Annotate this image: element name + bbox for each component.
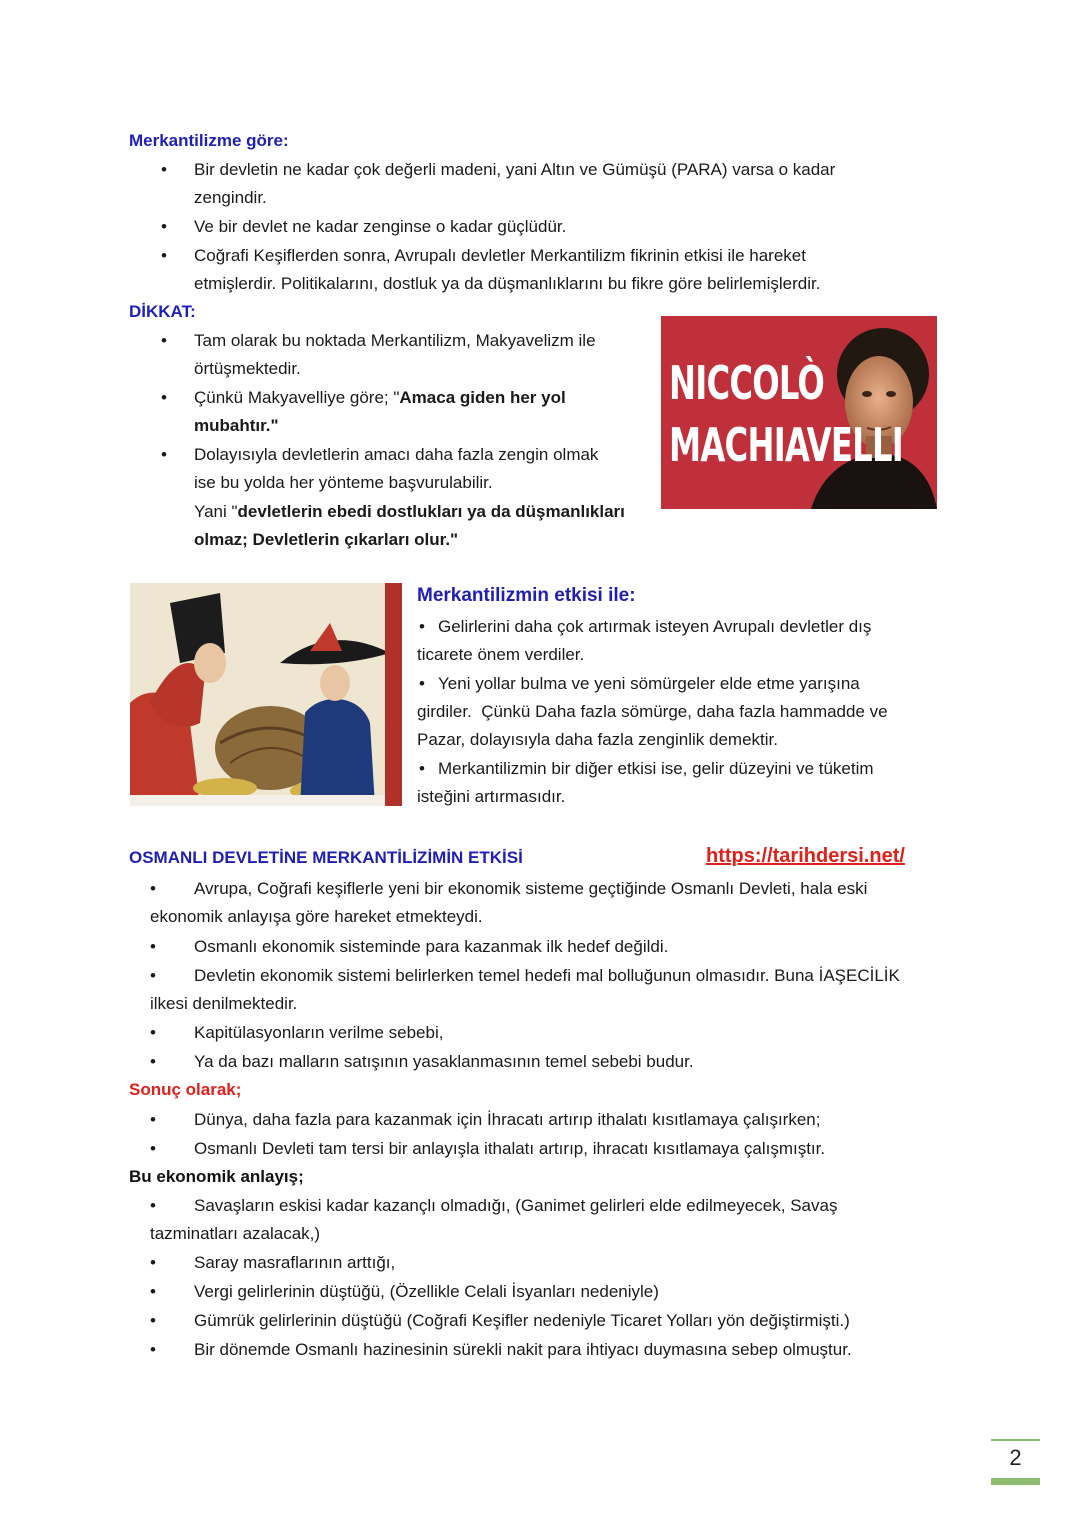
text-line: Bir devletin ne kadar çok değerli madeni, yani Altın ve Gümüşü (PARA) varsa o kadar bbox=[194, 160, 836, 179]
bullet: • bbox=[150, 879, 156, 898]
text-line: Ve bir devlet ne kadar zenginse o kadar güçlüdür. bbox=[194, 217, 567, 236]
text-run: Yani " bbox=[194, 502, 238, 521]
text-line: Devletin ekonomik sistemi belirlerken temel hedefi mal bolluğunun olmasıdır. Buna İAŞECİLİK bbox=[194, 966, 900, 985]
text-line: Tam olarak bu noktada Merkantilizm, Makyavelizm ile bbox=[194, 331, 596, 350]
text-line: isteğini artırmasıdır. bbox=[417, 787, 566, 806]
banner-title-line1: NICCOLÒ bbox=[669, 356, 825, 410]
bullet: • bbox=[161, 160, 167, 179]
banner-title-line2: MACHIAVELLI bbox=[669, 418, 903, 472]
text-line: etmişlerdir. Politikalarını, dostluk ya da düşmanlıklarını bu fikre göre belirlemişlerdir. bbox=[194, 274, 821, 293]
text-line: Osmanlı Devleti tam tersi bir anlayışla ithalatı artırıp, ihracatı kısıtlamaya çalışmıştır. bbox=[194, 1139, 826, 1158]
section-heading-etkisi: Merkantilizmin etkisi ile: bbox=[417, 585, 636, 606]
text-line: Dolayısıyla devletlerin amacı daha fazla zengin olmak bbox=[194, 445, 599, 464]
text-line: ticarete önem verdiler. bbox=[417, 645, 585, 664]
text-line: Vergi gelirlerinin düştüğü, (Özellikle Celali İsyanları nedeniyle) bbox=[194, 1282, 659, 1301]
bullet: • bbox=[150, 1311, 156, 1330]
bullet: • bbox=[419, 617, 425, 636]
text-line: Coğrafi Keşiflerden sonra, Avrupalı devletler Merkantilizm fikrinin etkisi ile hareket bbox=[194, 246, 806, 265]
text-line: Saray masraflarının arttığı, bbox=[194, 1253, 396, 1272]
text-line: Osmanlı ekonomik sisteminde para kazanmak ilk hedef değildi. bbox=[194, 937, 669, 956]
page-number-bottom-bar bbox=[991, 1478, 1040, 1485]
text-line: Kapitülasyonların verilme sebebi, bbox=[194, 1023, 444, 1042]
bullet: • bbox=[150, 1139, 156, 1158]
text-run: Çünkü Makyavelliye göre; " bbox=[194, 388, 400, 407]
bullet: • bbox=[150, 1253, 156, 1272]
text-line bbox=[194, 498, 625, 526]
bullet: • bbox=[150, 1340, 156, 1359]
text-line: Merkantilizmin bir diğer etkisi ise, gelir düzeyini ve tüketim bbox=[438, 759, 874, 778]
text-line: zengindir. bbox=[194, 188, 267, 207]
text-line: Gümrük gelirlerinin düştüğü (Coğrafi Keşifler nedeniyle Ticaret Yolları yön değiştirmişti.) bbox=[194, 1311, 850, 1330]
bullet: • bbox=[150, 966, 156, 985]
text-line: girdiler. Çünkü Daha fazla sömürge, daha fazla hammadde ve bbox=[417, 702, 888, 721]
section-heading-sonuc: Sonuç olarak; bbox=[129, 1080, 242, 1099]
machiavelli-banner-image bbox=[661, 316, 937, 509]
text-line: örtüşmektedir. bbox=[194, 359, 301, 378]
bullet: • bbox=[419, 674, 425, 693]
text-line bbox=[194, 384, 566, 412]
text-line: ilkesi denilmektedir. bbox=[150, 994, 298, 1013]
website-link[interactable]: https://tarihdersi.net/ bbox=[706, 845, 905, 867]
bullet: • bbox=[150, 937, 156, 956]
bullet: • bbox=[161, 331, 167, 350]
text-line: Ya da bazı malların satışının yasaklanmasının temel sebebi budur. bbox=[194, 1052, 694, 1071]
bullet: • bbox=[161, 388, 167, 407]
page-number: 2 bbox=[1009, 1445, 1022, 1470]
text-line: Avrupa, Coğrafi keşiflerle yeni bir ekonomik sisteme geçtiğinde Osmanlı Devleti, hala eski bbox=[194, 879, 868, 898]
section-heading-dikkat: DİKKAT: bbox=[129, 302, 196, 321]
text-line: ise bu yolda her yönteme başvurulabilir. bbox=[194, 473, 493, 492]
section-heading-osmanli: OSMANLI DEVLETİNE MERKANTİLİZİMİN ETKİSİ bbox=[129, 848, 523, 867]
text-line: Savaşların eskisi kadar kazançlı olmadığı, (Ganimet gelirleri elde edilmeyecek, Savaş bbox=[194, 1196, 838, 1215]
bullet: • bbox=[150, 1110, 156, 1129]
text-line: olmaz; Devletlerin çıkarları olur." bbox=[194, 530, 459, 549]
bold-run: devletlerin ebedi dostlukları ya da düşmanlıkları bbox=[237, 502, 625, 521]
bullet: • bbox=[419, 759, 425, 778]
plum-pudding-cartoon-image bbox=[130, 583, 402, 806]
bullet: • bbox=[150, 1023, 156, 1042]
bullet: • bbox=[161, 445, 167, 464]
text-line: Dünya, daha fazla para kazanmak için İhracatı artırıp ithalatı kısıtlamaya çalışırken; bbox=[194, 1110, 821, 1129]
text-line: Pazar, dolayısıyla daha fazla zenginlik demektir. bbox=[417, 730, 778, 749]
text-line: Gelirlerini daha çok artırmak isteyen Avrupalı devletler dış bbox=[438, 617, 872, 636]
bullet: • bbox=[161, 217, 167, 236]
text-line: tazminatları azalacak,) bbox=[150, 1224, 321, 1243]
page-number-top-rule bbox=[991, 1439, 1040, 1441]
page-number-box bbox=[991, 1439, 1040, 1485]
bold-run: Amaca giden her yol bbox=[399, 388, 566, 407]
bullet: • bbox=[150, 1282, 156, 1301]
bullet: • bbox=[150, 1052, 156, 1071]
text-line: Bir dönemde Osmanlı hazinesinin sürekli nakit para ihtiyacı duymasına sebep olmuştur. bbox=[194, 1340, 852, 1359]
section-heading-anlayis: Bu ekonomik anlayış; bbox=[129, 1167, 304, 1186]
bullet: • bbox=[150, 1196, 156, 1215]
bullet: • bbox=[161, 246, 167, 265]
section-heading-merkantilizm: Merkantilizme göre: bbox=[129, 131, 289, 150]
text-line: Yeni yollar bulma ve yeni sömürgeler elde etme yarışına bbox=[438, 674, 860, 693]
text-line: mubahtır." bbox=[194, 416, 279, 435]
portrait-icon bbox=[661, 316, 937, 509]
cartoon-illustration-icon bbox=[130, 583, 402, 806]
text-line: ekonomik anlayışa göre hareket etmekteydi. bbox=[150, 907, 483, 926]
